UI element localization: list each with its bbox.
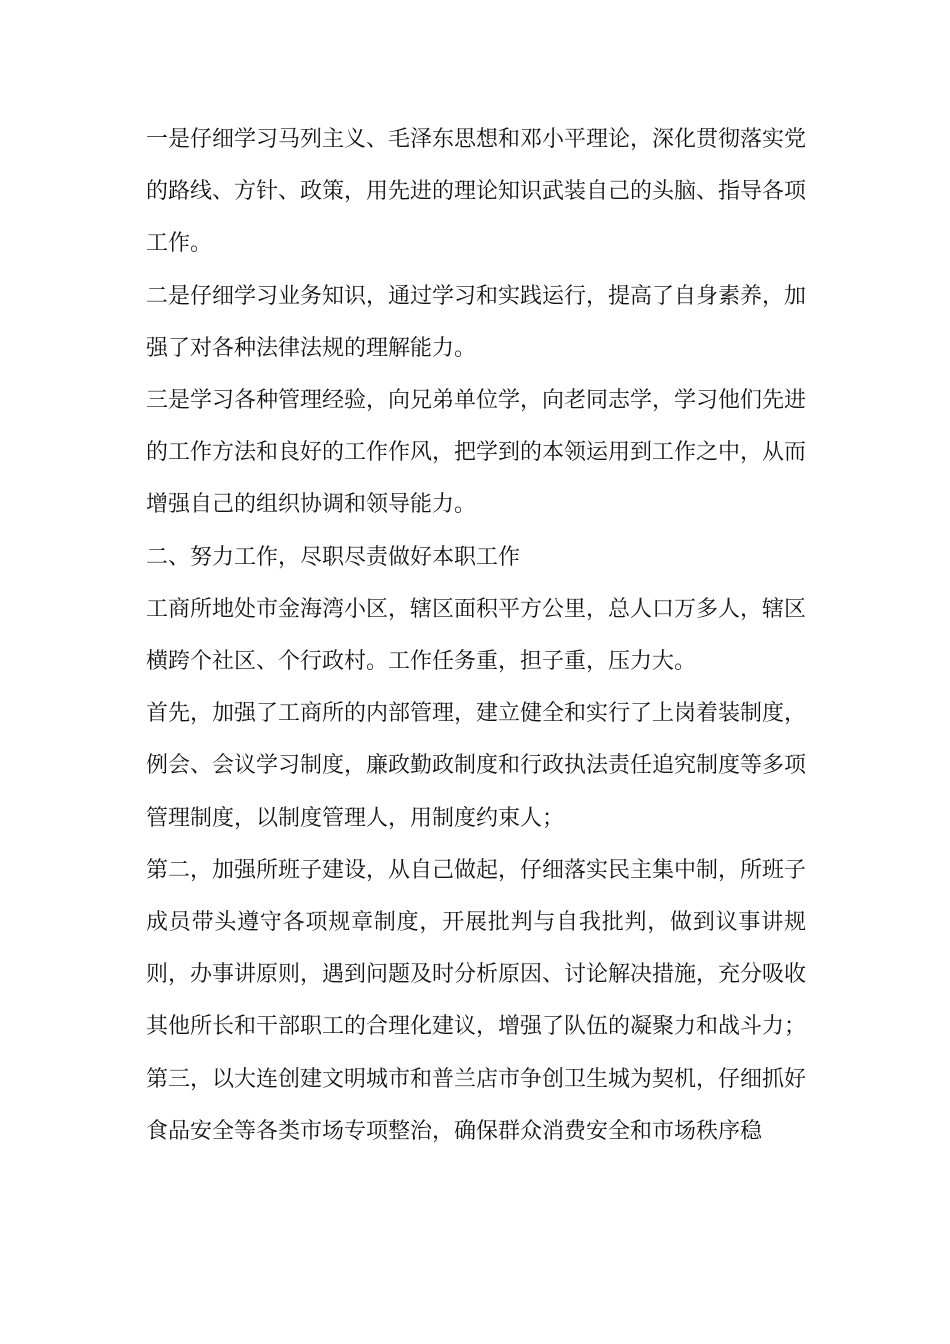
paragraph-study-theory: 一是仔细学习马列主义、毛泽东思想和邓小平理论，深化贯彻落实党的路线、方针、政策，用先进的理论知识武装自己的头脑、指导各项工作。: [146, 127, 807, 257]
paragraph-second-team-building: 第二，加强所班子建设，从自己做起，仔细落实民主集中制，所班子成员带头遵守各项规章制度，开展批判与自我批判，做到议事讲规则，办事讲原则，遇到问题及时分析原因、讨论解决措施，充分吸收其他所长和干部职工的合理化建议，增强了队伍的凝聚力和战斗力；: [146, 857, 807, 1040]
document-body: [146, 114, 806, 1158]
paragraph-study-business: 二是仔细学习业务知识，通过学习和实践运行，提高了自身素养，加强了对各种法律法规的理解能力。: [146, 283, 807, 361]
paragraph-third-market-rectification: 第三，以大连创建文明城市和普兰店市争创卫生城为契机，仔细抓好食品安全等各类市场专项整治，确保群众消费安全和市场秩序稳: [146, 1066, 807, 1144]
paragraph-study-management: 三是学习各种管理经验，向兄弟单位学，向老同志学，学习他们先进的工作方法和良好的工作作风，把学到的本领运用到工作之中，从而增强自己的组织协调和领导能力。: [146, 388, 807, 518]
section-heading: 二、努力工作，尽职尽责做好本职工作: [146, 544, 521, 570]
paragraph-office-overview: 工商所地处市金海湾小区，辖区面积平方公里，总人口万多人，辖区横跨个社区、个行政村。工作任务重，担子重，压力大。: [146, 596, 807, 675]
paragraph-first-internal-management: 首先，加强了工商所的内部管理，建立健全和实行了上岗着装制度，例会、会议学习制度，廉政勤政制度和行政执法责任追究制度等多项管理制度，以制度管理人，用制度约束人；: [146, 701, 807, 831]
